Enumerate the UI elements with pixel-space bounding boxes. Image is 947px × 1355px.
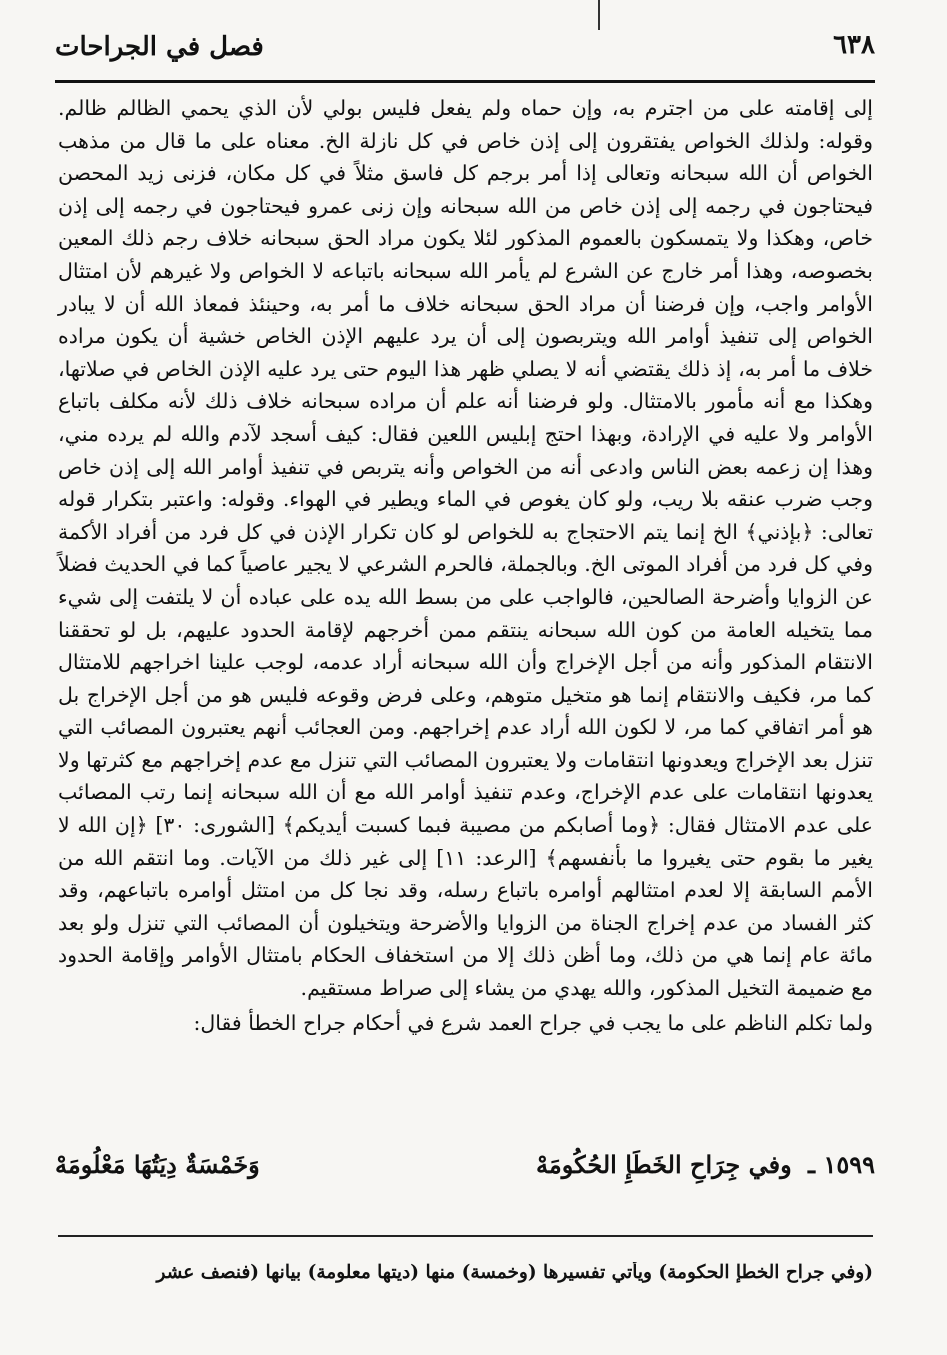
running-title: فصل في الجراحات [55, 32, 264, 62]
verse-second-hemistich: وَخَمْسَةٌ دِيَتُهَا مَعْلُومَهْ [55, 1150, 260, 1179]
page-header [55, 28, 875, 74]
footnote-text: (وفي جراح الخطإ الحكومة) ويأتي تفسيرها (وخمسة) منها (ديتها معلومة) بيانها (فنصف عشر [156, 1262, 873, 1283]
main-text [58, 92, 873, 1039]
commentary-paragraph: إلى إقامته على من اجترم به، وإن حماه ولم يفعل فليس بولي لأن الذي يحمي الظالم ظالم. وقوله: ولذلك الخواص يفتقرون إلى إذن خاص في كل نازلة الخ. معناه على ما قال من مذهب الخواص أن الله سبحانه وتعالى إذا أمر برجم كل فاسق مثلاً في كل مكان، فزنى زيد المحصن فيحتاجون في رجمه إلى إذن خاص من الله سبحانه وإن زنى عمرو فيحتاجون في رجمه إلى إذن خاص، وهكذا ولا يتمسكون بالعموم المذكور لئلا يكون مراد الحق سبحانه خلاف رجم ذلك المعين بخصوصه، وهذا أمر خارج عن الشرع لم يأمر الله سبحانه باتباعه لا الخواص ولا غيرهم لأن امتثال الأوامر واجب، وإن فرضنا أن مراد الحق سبحانه خلاف ما أمر به، وحينئذ فمعاذ الله أن لا يبادر الخواص إلى تنفيذ أوامر الله ويتربصون إلى أن يرد عليهم الإذن الخاص خشية أن يكون مراده خلاف ما أمر به، إذ ذلك يقتضي أنه لا يصلي ظهر هذا اليوم حتى يرد عليه الإذن الخاص في صلاتها، وهكذا مع أنه مأمور بالامتثال. ولو فرضنا أنه علم أن مراده سبحانه خلاف ذلك لأنه مكلف باتباع الأوامر ولا عليه في الإرادة، وبهذا احتج إبليس اللعين فقال: كيف أسجد لآدم والله لم يرده مني، وهذا إن زعمه بعض الناس وادعى أنه من الخواص وأنه يتربص في تنفيذ أوامر الله إلى إذن خاص وجب ضرب عنقه بلا ريب، ولو كان يغوص في الماء ويطير في الهواء. وقوله: واعتبر بتكرار قوله تعالى: ﴿بإذني﴾ الخ إنما يتم الاحتجاج به للخواص لو كان تكرار الإذن في كل فرد من أفراد الأكمة وفي كل فرد من أفراد الموتى الخ. وبالجملة، فالحرم الشرعي لا يجير عاصياً كما في الحديث فضلاً عن الزوايا وأضرحة الصالحين، فالواجب على من بسط الله يده على عباده أن لا يلتفت إلى شيء مما يتخيله العامة من كون الله سبحانه ينتقم ممن أخرجهم لإقامة الحدود عليهم، بل لو تحققنا الانتقام المذكور وأنه من أجل الإخراج وأن الله سبحانه أراد عدمه، لوجب علينا اخراجهم للامتثال كما مر، فكيف والانتقام إنما هو متخيل متوهم، وعلى فرض وقوعه فليس هو من أجل الإخراج بل هو أمر اتفاقي كما مر، لا لكون الله أراد عدم إخراجهم. ومن العجائب أنهم يعتبرون المصائب التي تنزل بعد الإخراج ويعدونها انتقامات ولا يعتبرون المصائب التي تنزل مع عدم إخراجهم مع كثرتها ولا يعدونها انتقامات على عدم الإخراج، وعدم تنفيذ أوامر الله مع أن الله سبحانه إنما رتب المصائب على عدم الامتثال فقال: ﴿وما أصابكم من مصيبة فبما كسبت أيديكم﴾ [الشورى: ٣٠] ﴿إن الله لا يغير ما بقوم حتى يغيروا ما بأنفسهم﴾ [الرعد: ١١] إلى غير ذلك من الآيات. وما انتقم الله من الأمم السابقة إلا لعدم امتثالهم أوامره باتباع رسله، وقد نجا كل من امتثل أوامره باتباعهم، وقد كثر الفساد من عدم إخراج الجناة من الزوايا والأضرحة ويتخيلون أن المصائب التي تنزل ولو بعد مائة عام إنما هي من ذلك، وما أظن ذلك إلا من استخفاف الحكام بامتثال الأوامر وإقامة الحدود مع ضميمة التخيل المذكور، والله يهدي من يشاء إلى صراط مستقيم. [58, 96, 873, 1001]
page-number: ٦٣٨ [833, 30, 875, 60]
verse-first-part [536, 1150, 875, 1179]
header-rule [55, 80, 875, 83]
binding-mark [598, 0, 600, 30]
poem-verse [55, 1150, 875, 1179]
verse-first-hemistich: وفي جِرَاحِ الخَطَإِ الحُكُومَهْ [535, 1150, 792, 1179]
verse-number: ١٥٩٩ ـ [808, 1150, 875, 1179]
transition-paragraph: ولما تكلم الناظم على ما يجب في جراح العمد شرع في أحكام جراح الخطأ فقال: [193, 1010, 873, 1035]
footnote-divider [58, 1235, 873, 1237]
